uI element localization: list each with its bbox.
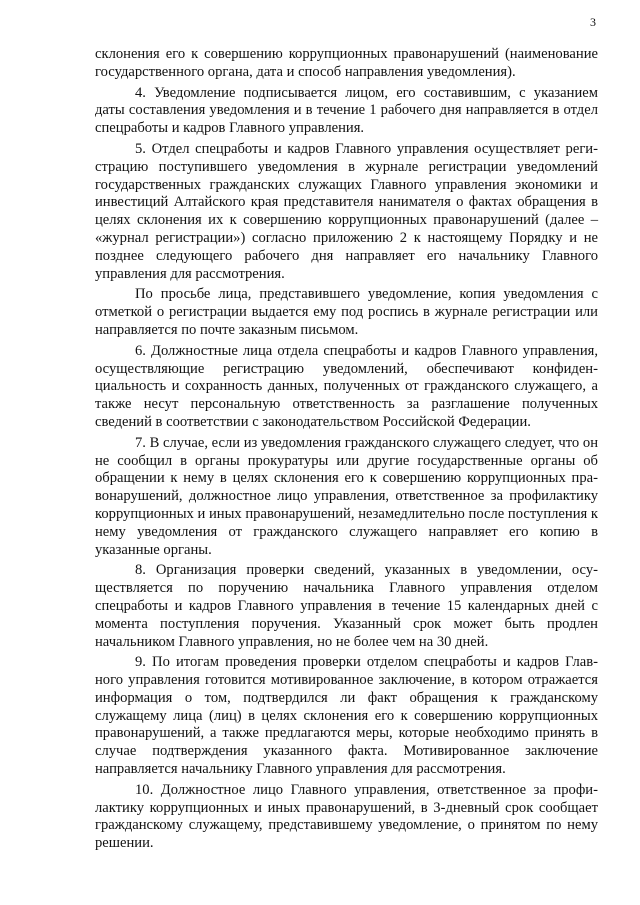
paragraph-7: 7. В случае, если из уведомления гражданского служащего следует, что он не сообщил в органы прокуратуры или другие государственные органы об обращении к нему в целях склонения его к совершению коррупционных правонарушений, должностное лицо управления, ответственное за профилактику коррупционных и иных правонарушений, незамедлительно после поступления к нему уведомления от гражданского служащего направляет его копию в указанные органы. [95,434,598,558]
document-body [95,46,598,853]
paragraph-6: 6. Должностные лица отдела спецработы и кадров Главного управления, осуществляющие регистрацию уведомлений, обеспечивают конфиденциальность и сохранность данных, полученных от гражданского служащего, а также несут персональную ответственность за разглашение полученных сведений в соответствии с законодательством Российской Федерации. [95,342,598,430]
paragraph-5: 5. Отдел спецработы и кадров Главного управления осуществляет регистрацию поступившего уведомления в журнале регистрации уведомлений государственных гражданских служащих Главного управления экономики и инвестиций Алтайского края представителя нанимателя о фактах обращения в целях склонения их к совершению коррупционных правонарушений (далее – «журнал регистрации») согласно приложению 2 к настоящему Порядку и не позднее следующего рабочего дня направляет его начальнику Главного управления для рассмотрения. [95,140,598,282]
paragraph-9: 9. По итогам проведения проверки отделом спецработы и кадров Главного управления готовится мотивированное заключение, в котором отражается информация о том, подтвердился ли факт обращения к гражданскому служащему лица (лиц) в целях склонения его к совершению коррупционных правонарушений, а также предлагаются меры, которые необходимо принять в случае подтверждения указанного факта. Мотивированное заключение направляется начальнику Главного управления для рассмотрения. [95,654,598,778]
paragraph-10: 10. Должностное лицо Главного управления, ответственное за профилактику коррупционных и иных правонарушений, в 3-дневный срок сообщает гражданскому служащему, представившему уведомление, о принятом по нему решении. [95,781,598,852]
paragraph-8: 8. Организация проверки сведений, указанных в уведомлении, осуществляется по поручению начальника Главного управления отделом спецработы и кадров Главного управления в течение 15 календарных дней с момента поступления поручения. Указанный срок может быть продлен начальником Главного управления, но не более чем на 30 дней. [95,562,598,650]
paragraph-4: 4. Уведомление подписывается лицом, его составившим, с указанием даты составления уведомления и в течение 1 рабочего дня направляется в отдел спецработы и кадров Главного управления. [95,84,598,137]
paragraph-continuation: склонения его к совершению коррупционных правонарушений (наименование государственного органа, дата и способ направления уведомления). [95,46,598,80]
page-number: 3 [590,15,596,29]
paragraph-5-copy-request: По просьбе лица, представившего уведомление, копия уведомления с отметкой о регистрации выдается ему под роспись в журнале регистрации или направляется по почте заказным письмом. [95,286,598,338]
